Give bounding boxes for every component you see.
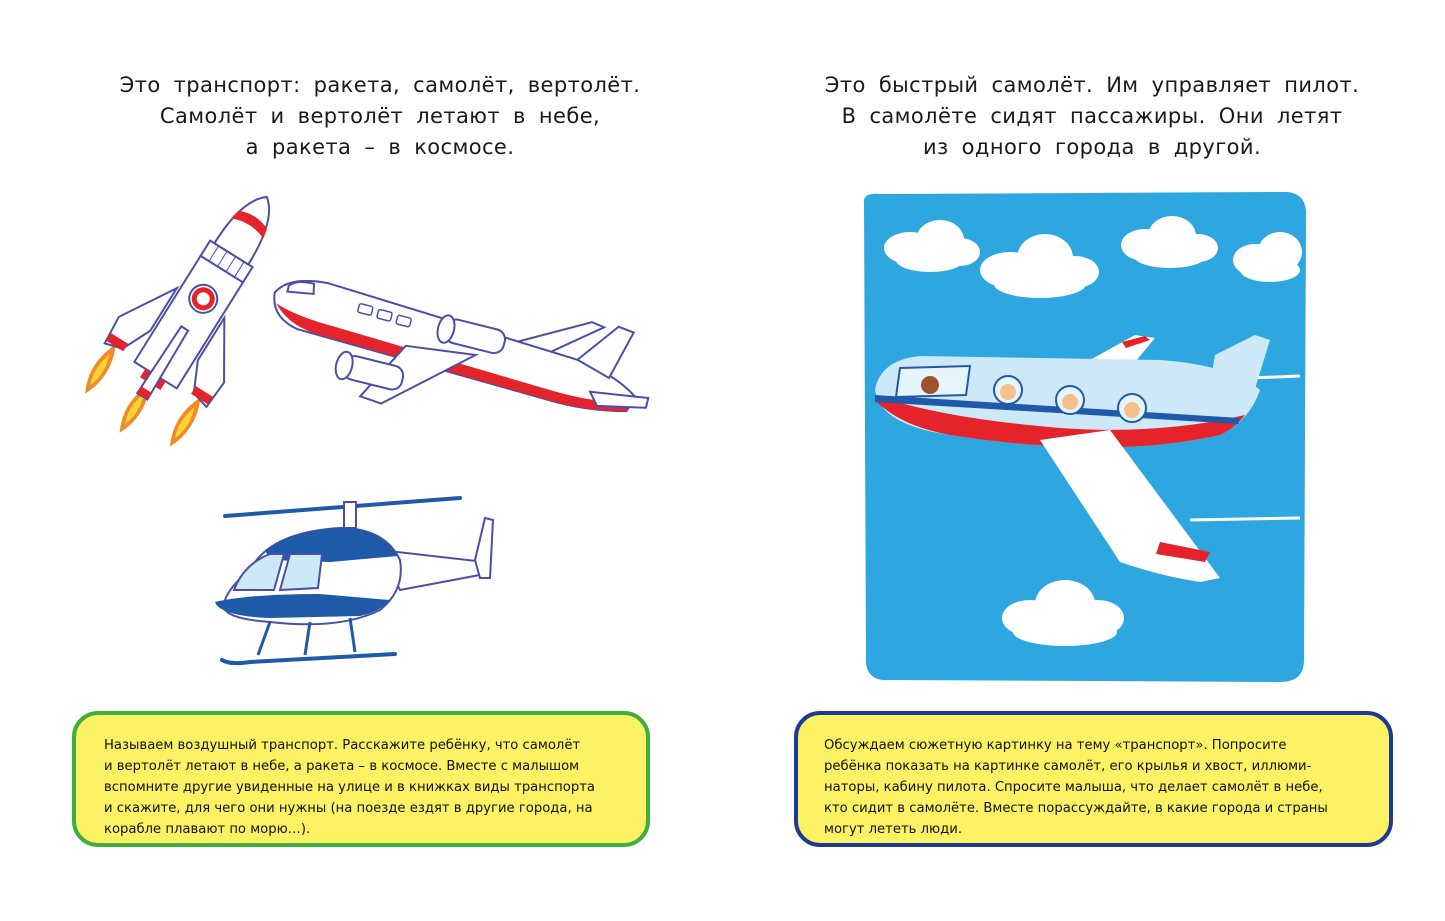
left-heading-line-1: Это транспорт: ракета, самолёт, вертолёт.: [119, 73, 641, 97]
right-heading-line-3: из одного города в другой.: [922, 135, 1262, 159]
left-heading-line-3: а ракета – в космосе.: [245, 135, 515, 159]
parent-tip-note: [72, 711, 650, 847]
note-line-4: и скажите, для чего они нужны (на поезде ездят в другие города, на: [104, 801, 593, 816]
note-line-5: корабле плавают по морю…).: [104, 822, 311, 837]
note-line-2: и вертолёт летают в небе, а ракета – в космосе. Вместе с малышом: [104, 759, 580, 774]
note-line-3: наторы, кабину пилота. Спросите малыша, что делает самолёт в небе,: [824, 780, 1323, 795]
helicopter-illustration: [210, 490, 510, 690]
passenger-plane-scene: [860, 190, 1310, 685]
discussion-tip-note: [794, 711, 1393, 847]
right-heading: [752, 70, 1432, 163]
note-line-5: могут лететь люди.: [824, 822, 963, 837]
note-line-1: Обсуждаем сюжетную картинку на тему «транспорт». Попросите: [824, 738, 1287, 753]
note-line-1: Называем воздушный транспорт. Расскажите ребёнку, что самолёт: [104, 738, 581, 753]
left-heading: [40, 70, 720, 163]
note-line-4: кто сидит в самолёте. Вместе порассуждайте, в какие города и страны: [824, 801, 1328, 816]
right-heading-line-1: Это быстрый самолёт. Им управляет пилот.: [824, 73, 1360, 97]
note-line-2: ребёнка показать на картинке самолёт, его крылья и хвост, иллюми-: [824, 759, 1312, 774]
right-page: [722, 0, 1445, 921]
right-heading-line-2: В самолёте сидят пассажиры. Они летят: [841, 104, 1343, 128]
note-line-3: вспомните другие увиденные на улице и в книжках виды транспорта: [104, 780, 595, 795]
left-page: [0, 0, 722, 921]
airplane-illustration: [255, 280, 655, 430]
left-heading-line-2: Самолёт и вертолёт летают в небе,: [159, 104, 601, 128]
